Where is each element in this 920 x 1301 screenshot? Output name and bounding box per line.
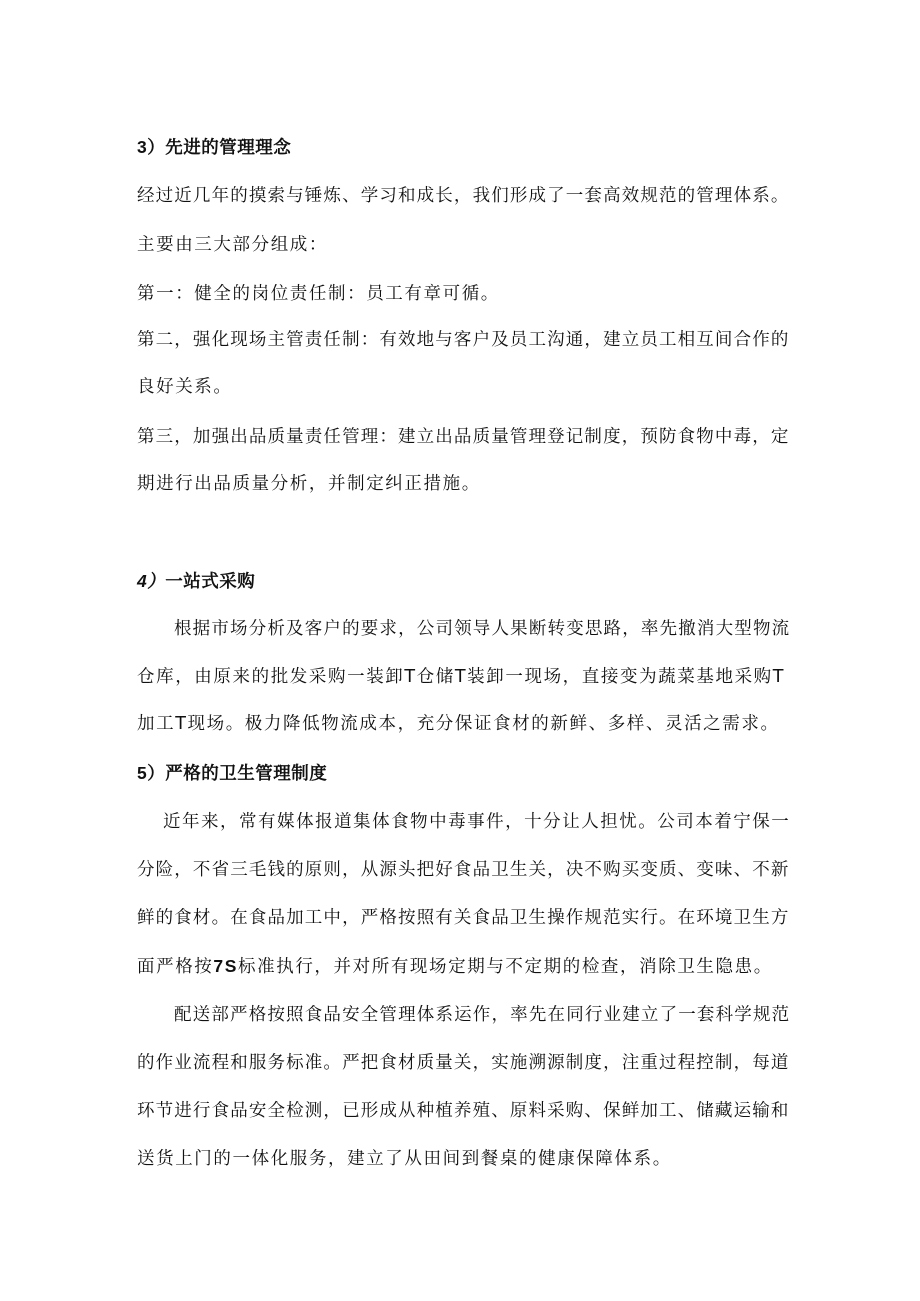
paragraph-line: 第三，加强出品质量责任管理：建立出品质量管理登记制度，预防食物中毒，定 (137, 427, 790, 447)
paragraph-line: 配送部严格按照食品安全管理体系运作，率先在同行业建立了一套科学规范 (174, 1005, 791, 1025)
paragraph-line: 第一：健全的岗位责任制：员工有章可循。 (137, 284, 500, 304)
paragraph-line: 仓库，由原来的批发采购一装卸T仓储T装卸一现场，直接变为蔬菜基地采购T (137, 667, 786, 687)
paragraph-line: 的作业流程和服务标准。严把食材质量关，实施溯源制度，注重过程控制，每道 (137, 1053, 790, 1073)
section-4-title: 一站式采购 (165, 572, 256, 592)
paragraph-line: 近年来，常有媒体报道集体食物中毒事件，十分让人担忧。公司本着宁保一 (163, 812, 791, 832)
section-3-heading (137, 135, 291, 160)
section-4-number: 4） (137, 571, 166, 591)
paragraph-line: 主要由三大部分组成： (137, 235, 328, 255)
text-segment: 面严格按 (137, 957, 214, 977)
section-5-heading (137, 761, 327, 786)
standard-7s: 7S (213, 956, 239, 976)
text-segment: 标准执行，并对所有现场定期与不定期的检查，消除卫生隐患。 (238, 957, 773, 977)
section-3-title: 先进的管理理念 (165, 138, 292, 158)
section-3-number: 3） (137, 137, 166, 157)
paragraph-line: 经过近几年的摸索与锤炼、学习和成长，我们形成了一套高效规范的管理体系。 (137, 186, 790, 206)
paragraph-line: 期进行出品质量分析，并制定纠正措施。 (137, 474, 481, 494)
paragraph-line: 根据市场分析及客户的要求，公司领导人果断转变思路，率先撤消大型物流 (174, 619, 791, 639)
paragraph-line: 良好关系。 (137, 377, 233, 397)
section-5-title: 严格的卫生管理制度 (165, 764, 328, 784)
paragraph-line: 环节进行食品安全检测，已形成从种植养殖、原料采购、保鲜加工、储藏运输和 (137, 1101, 790, 1121)
paragraph-line: 鲜的食材。在食品加工中，严格按照有关食品卫生操作规范实行。在环境卫生方 (137, 908, 790, 928)
paragraph-line: 第二，强化现场主管责任制：有效地与客户及员工沟通，建立员工相互间合作的 (137, 330, 790, 350)
section-5-number: 5） (137, 763, 166, 783)
paragraph-line: 送货上门的一体化服务，建立了从田间到餐桌的健康保障体系。 (137, 1149, 672, 1169)
paragraph-line: 分险，不省三毛钱的原则，从源头把好食品卫生关，决不购买变质、变味、不新 (137, 860, 790, 880)
paragraph-line: 加工T现场。极力降低物流成本，充分保证食材的新鲜、多样、灵活之需求。 (137, 714, 780, 734)
section-4-heading (137, 569, 255, 594)
paragraph-line-7s (137, 954, 773, 979)
